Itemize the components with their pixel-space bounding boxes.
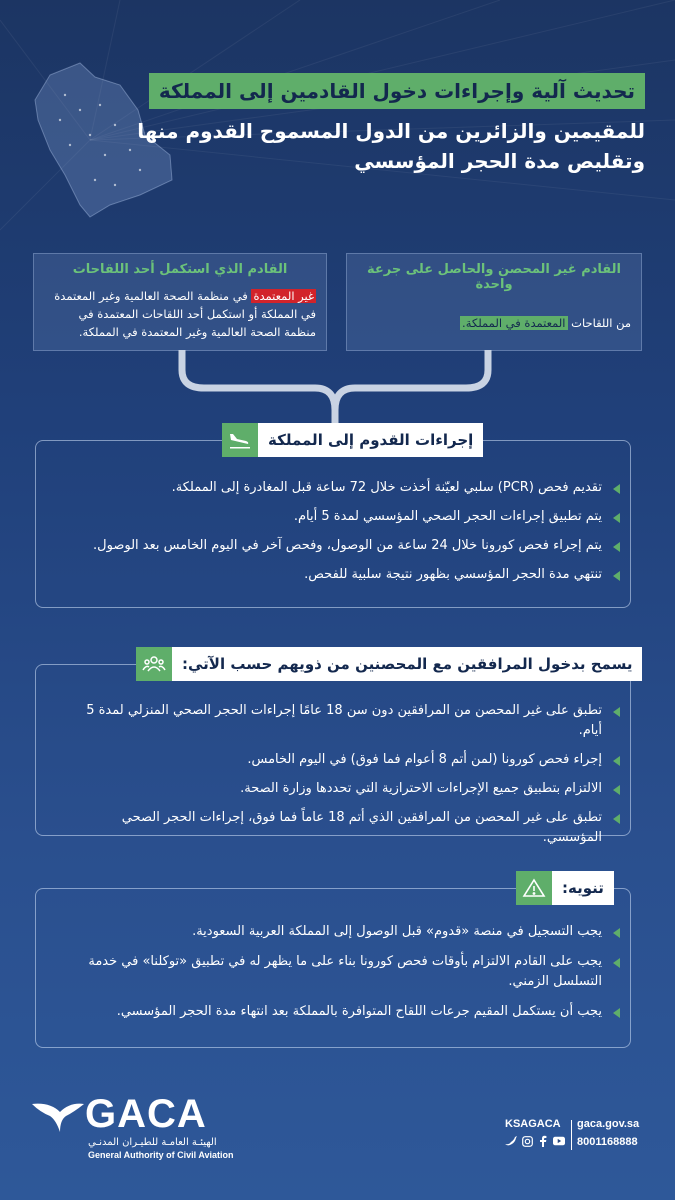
list-item: تنتهي مدة الحجر المؤسسي بظهور نتيجة سلبية للفحص. (80, 565, 620, 585)
card-vaccinated-text (44, 287, 316, 341)
gaca-name-en: General Authority of Civil Aviation (88, 1150, 234, 1160)
contact-block (505, 1118, 645, 1158)
bullet-arrow-icon (613, 707, 620, 717)
card-unvaccinated-title: القادم غير المحصن والحاصل على جرعة واحدة (366, 262, 621, 292)
section1-heading-text: إجراءات القدوم إلى المملكة (268, 431, 474, 449)
phone-number[interactable]: 8001168888 (577, 1136, 638, 1148)
card-vaccinated-highlight: غير المعتمدة (253, 289, 314, 303)
section3-heading (516, 871, 614, 905)
section1-list (80, 478, 620, 594)
warning-icon (516, 871, 552, 905)
list-item: يجب أن يستكمل المقيم جرعات اللقاح المتوافرة بالمملكة بعد انتهاء مدة الحجر المؤسسي. (80, 1002, 620, 1022)
list-item: يجب على القادم الالتزام بأوقات فحص كورونا بناء على ما يظهر له في تطبيق «توكلنا» في خدمة التسلسل الزمني. (80, 952, 620, 992)
card-unvaccinated-text-start: من اللقاحات (567, 316, 631, 330)
list-item: الالتزام بتطبيق جميع الإجراءات الاحترازية التي تحددها وزارة الصحة. (80, 779, 620, 799)
bullet-arrow-icon (613, 814, 620, 824)
list-item: تطبق على غير المحصن من المرافقين الذي أتم 18 عاماً فما فوق، إجراءات الحجر الصحي المؤسسي. (80, 808, 620, 848)
list-item: يتم إجراء فحص كورونا خلال 24 ساعة من الوصول، وفحص آخر في اليوم الخامس بعد الوصول. (80, 536, 620, 556)
card-vaccinated-unapproved (33, 253, 327, 351)
section2-heading-text: يسمح بدخول المرافقين مع المحصنين من ذويهم حسب الآتي: (182, 655, 633, 673)
bullet-arrow-icon (613, 928, 620, 938)
section1-heading (222, 423, 483, 457)
instagram-icon[interactable] (521, 1135, 533, 1147)
youtube-icon[interactable] (553, 1135, 565, 1147)
twitter-icon[interactable] (505, 1135, 517, 1147)
gaca-bird-icon (30, 1098, 86, 1138)
section3-list (80, 922, 620, 1032)
social-handle: KSAGACA (505, 1118, 561, 1130)
title-line-1: تحديث آلية وإجراءات دخول القادمين إلى المملكة (149, 73, 645, 109)
card-vaccinated-title: القادم الذي استكمل أحد اللقاحات (72, 262, 288, 277)
gaca-wordmark: GACA (85, 1092, 207, 1136)
bullet-arrow-icon (613, 571, 620, 581)
list-item: يجب التسجيل في منصة «قدوم» قبل الوصول إلى المملكة العربية السعودية. (80, 922, 620, 942)
section2-list (80, 701, 620, 857)
bullet-arrow-icon (613, 542, 620, 552)
bullet-arrow-icon (613, 484, 620, 494)
section3-heading-text: تنويه: (562, 879, 604, 897)
social-icons (505, 1135, 565, 1147)
card-unvaccinated (346, 253, 642, 351)
facebook-icon[interactable] (537, 1135, 549, 1147)
bullet-arrow-icon (613, 513, 620, 523)
group-icon (136, 647, 172, 681)
brace-connector (170, 350, 500, 430)
list-item: تقديم فحص (PCR) سلبي لعيّنة أخذت خلال 72 ساعة قبل المغادرة إلى المملكة. (80, 478, 620, 498)
website-link[interactable]: gaca.gov.sa (577, 1118, 640, 1130)
bullet-arrow-icon (613, 756, 620, 766)
list-item: إجراء فحص كورونا (لمن أتم 8 أعوام فما فوق) في اليوم الخامس. (80, 750, 620, 770)
bullet-arrow-icon (613, 785, 620, 795)
section2-heading (136, 647, 642, 681)
list-item: يتم تطبيق إجراءات الحجر الصحي المؤسسي لمدة 5 أيام. (80, 507, 620, 527)
card-unvaccinated-text (357, 314, 631, 332)
bullet-arrow-icon (613, 958, 620, 968)
list-item: تطبق على غير المحصن من المرافقين دون سن 18 عامًا إجراءات الحجر الصحي المنزلي لمدة 5 أيام. (80, 701, 620, 741)
bullet-arrow-icon (613, 1008, 620, 1018)
card-vaccinated-text-rest: في منظمة الصحة العالمية وغير المعتمدة في المملكة أو استكمل أحد اللقاحات المعتمدة في منظمة الصحة العالمية وغير المعتمدة في المملكة. (54, 289, 316, 339)
title-line-2: للمقيمين والزائرين من الدول المسموح القدوم منها (137, 119, 645, 143)
gaca-name-ar: الهيئـة العامـة للطيـران المدنـي (88, 1137, 217, 1148)
airplane-landing-icon (222, 423, 258, 457)
contact-divider (571, 1120, 572, 1150)
card-unvaccinated-highlight: المعتمدة في المملكة. (462, 316, 566, 330)
title-line-3: وتقليص مدة الحجر المؤسسي (354, 149, 645, 173)
